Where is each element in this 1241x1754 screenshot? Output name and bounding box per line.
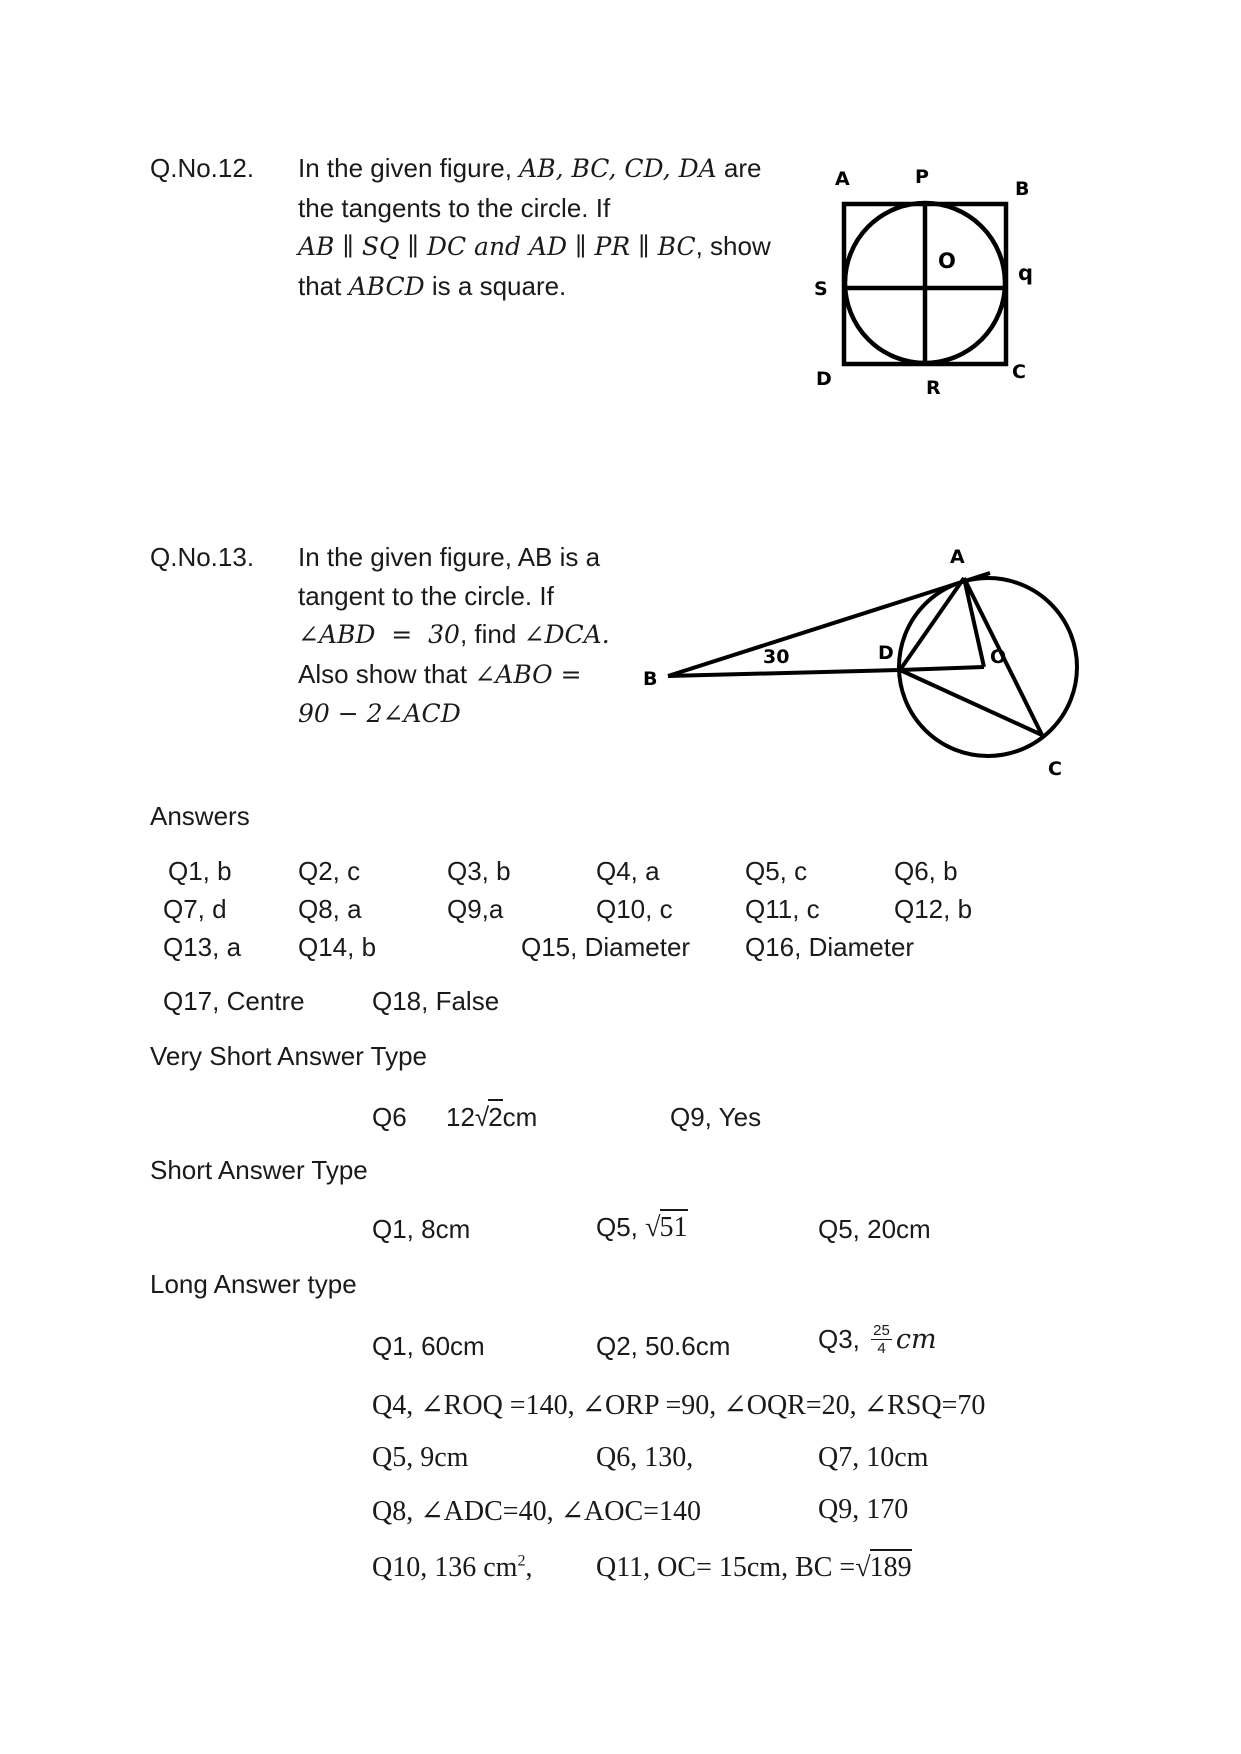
mcq-answer: Q14, b (298, 932, 377, 962)
answers-heading: Answers (150, 801, 250, 831)
q13-tangent-ba (668, 573, 990, 676)
mcq-answer: Q4, a (596, 856, 660, 886)
vs-q6-answer: 12√2cm (446, 1102, 537, 1133)
q12-label-p: P (915, 166, 929, 188)
long-q4-answer: Q4, ∠ROQ =140, ∠ORP =90, ∠OQR=20, ∠RSQ=70 (372, 1390, 986, 1421)
q12-number: Q.No.12. (150, 153, 255, 183)
q13-line5 (298, 694, 638, 734)
mcq-answer: Q17, Centre (163, 986, 305, 1016)
q12-line2: the tangents to the circle. If (298, 192, 611, 223)
q12-line4: that ABCD is a square. (298, 270, 567, 301)
q12-label-q: q (1018, 261, 1034, 285)
mcq-answer: Q16, Diameter (745, 932, 915, 962)
mcq-answer: Q3, b (447, 856, 511, 886)
short-heading: Short Answer Type (150, 1155, 368, 1185)
long-q9-answer: Q9, 170 (818, 1494, 909, 1525)
mcq-answer: Q13, a (163, 932, 242, 962)
q12-figure (800, 160, 1060, 405)
q12-label-o: O (938, 249, 956, 273)
mcq-answer: Q1, b (168, 856, 232, 886)
mcq-answer: Q5, c (745, 856, 808, 886)
q13-figure (630, 545, 1090, 785)
q13-label-o: O (990, 646, 1007, 668)
mcq-answer: Q10, c (596, 894, 673, 924)
q12-label-b: B (1015, 178, 1030, 200)
mcq-answer: Q9,a (447, 894, 504, 924)
q13-math-abo: ∠ABO = (474, 659, 582, 689)
long-q8-answer: Q8, ∠ADC=40, ∠AOC=140 (372, 1496, 701, 1527)
q12-label-a: A (835, 168, 850, 190)
q13-line1: In the given figure, AB is a (298, 542, 601, 572)
q13-line-ao (964, 578, 984, 667)
q13-math-acd: 90 − 2∠ACD (298, 699, 461, 728)
q13-math-abd: ∠ABD = 30 (298, 620, 460, 649)
long-q11-answer: Q11, OC= 15cm, BC =√189 (596, 1552, 912, 1584)
q12-label-r: R (926, 377, 941, 399)
short-q5a-answer: Q5, √51 (596, 1212, 688, 1244)
q13-label-c: C (1048, 758, 1062, 780)
q12-math-abcd: ABCD (348, 271, 425, 301)
long-q2-answer: Q2, 50.6cm (596, 1331, 731, 1361)
q13-math-dca: ∠DCA. (523, 620, 610, 649)
q12-label-c: C (1012, 361, 1026, 383)
mcq-answer: Q15, Diameter (521, 932, 691, 962)
q13-text (298, 538, 638, 734)
vs-q6-label: Q6 (372, 1102, 407, 1132)
long-q6-answer: Q6, 130, (596, 1442, 694, 1473)
q13-label-b: B (643, 668, 658, 690)
q3-fraction: $\frac{25}{4}$ (873, 1322, 890, 1357)
very-short-heading: Very Short Answer Type (150, 1041, 427, 1071)
short-q5b-answer: Q5, 20cm (818, 1214, 931, 1244)
q13-circle (899, 578, 1077, 756)
mcq-answer: Q11, c (745, 894, 820, 924)
q12-math-parallel: AB ∥ SQ ∥ DC and AD ∥ PR ∥ BC (298, 232, 696, 261)
q12-line1: In the given figure, AB, BC, CD, DA are (298, 153, 762, 183)
vs-q9-answer: Q9, Yes (670, 1102, 762, 1132)
q12-math-tangents: AB, BC, CD, DA (519, 154, 717, 183)
mcq-answer: Q7, d (163, 894, 227, 924)
q12-label-d: D (816, 368, 832, 390)
long-heading: Long Answer type (150, 1269, 357, 1299)
q13-line-bd (668, 670, 900, 676)
q13-line4: Also show that ∠ABO = (298, 658, 582, 689)
short-q1-answer: Q1, 8cm (372, 1214, 471, 1244)
long-q1-answer: Q1, 60cm (372, 1331, 485, 1361)
q13-label-angle: 30 (763, 646, 790, 668)
mcq-answer: Q18, False (372, 986, 500, 1016)
long-q3-answer: Q3, $\frac{25}{4}$ cm (818, 1322, 937, 1357)
q12-text (298, 149, 778, 306)
q12-line3: AB ∥ SQ ∥ DC and AD ∥ PR ∥ BC, show (298, 231, 771, 261)
q13-number: Q.No.13. (150, 542, 255, 572)
long-q10-answer: Q10, 136 $cm^2$, (372, 1552, 533, 1583)
q13-line-do (900, 667, 984, 670)
mcq-answer: Q2, c (298, 856, 361, 886)
mcq-answer: Q12, b (894, 894, 973, 924)
mcq-answer: Q8, a (298, 894, 362, 924)
long-q7-answer: Q7, 10cm (818, 1442, 929, 1473)
q13-label-a: A (950, 546, 965, 568)
q13-line2: tangent to the circle. If (298, 580, 554, 611)
mcq-answer: Q6, b (894, 856, 958, 886)
long-q5-answer: Q5, 9cm (372, 1442, 469, 1473)
q13-label-d: D (878, 642, 894, 664)
q12-label-s: S (814, 278, 828, 300)
q13-line3: ∠ABD = 30, find ∠DCA. (298, 619, 610, 649)
